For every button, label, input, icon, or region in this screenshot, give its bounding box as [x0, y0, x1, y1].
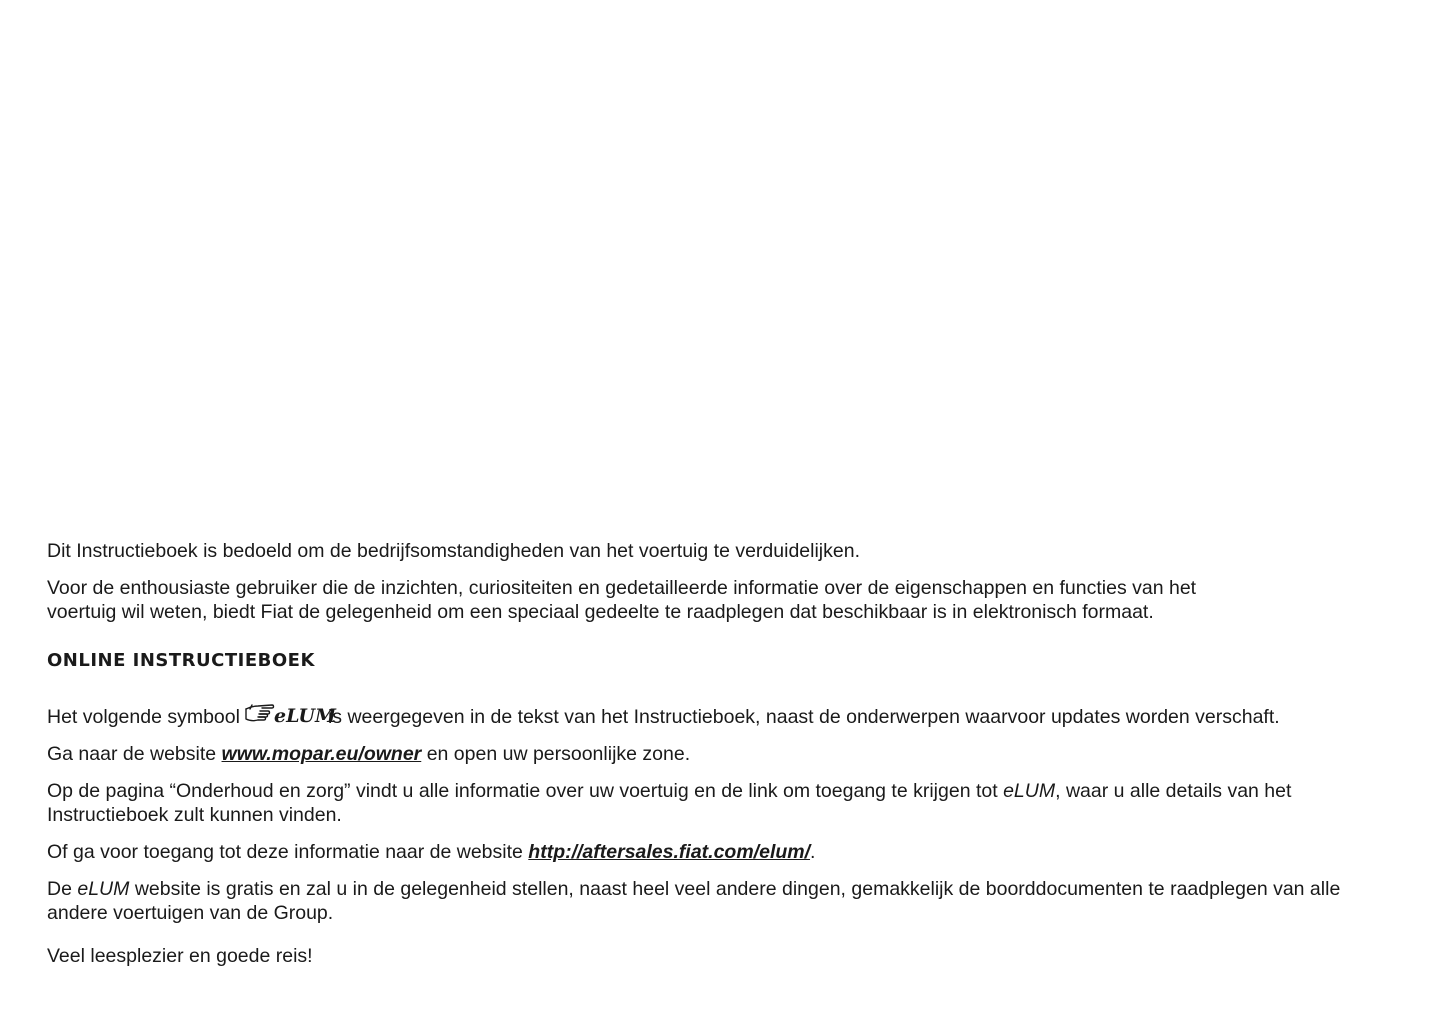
aftersales-text-before: Of ga voor toegang tot deze informatie naar de website: [47, 841, 523, 863]
website-text-before: Ga naar de website: [47, 743, 217, 765]
elum-term: eLUM: [77, 878, 130, 900]
symbol-text-after: is weergegeven in de tekst van het Instructieboek, naast de onderwerpen waarvoor updates worden verschaft.: [327, 706, 1280, 728]
elum-term: eLUM: [1003, 780, 1056, 802]
website-text-after: en open uw persoonlijke zone.: [426, 743, 691, 765]
maintenance-text-after-line-1: , waar u alle details van het: [1055, 780, 1292, 802]
enthusiast-text-line-2: voertuig wil weten, biedt Fiat de gelegenheid om een speciaal gedeelte te raadplegen dat beschikbaar is in elektronisch formaat.: [47, 601, 1154, 623]
aftersales-text-after: .: [810, 841, 816, 863]
elum-website-text-after-line-1: website is gratis en zal u in de gelegenheid stellen, naast heel veel andere dingen, gemakkelijk de boorddocumenten te raadplegen van alle: [134, 878, 1341, 900]
elum-website-paragraph: [47, 877, 1387, 925]
symbol-paragraph: [47, 699, 1387, 729]
aftersales-elum-link[interactable]: http://aftersales.fiat.com/elum/: [528, 841, 811, 863]
intro-text: Dit Instructieboek is bedoeld om de bedrijfsomstandigheden van het voertuig te verduidelijken.: [47, 540, 860, 562]
closing-greeting: Veel leesplezier en goede reis!: [47, 945, 313, 967]
elum-website-text-after-line-2: andere voertuigen van de Group.: [47, 902, 334, 924]
pointing-hand-elum-icon: [244, 699, 336, 727]
elum-website-text-before: De: [47, 878, 72, 900]
symbol-text-before: Het volgende symbool: [47, 706, 240, 728]
enthusiast-paragraph: [47, 576, 1387, 624]
svg-text:eLUM: eLUM: [273, 705, 336, 727]
enthusiast-text-line-1: Voor de enthousiaste gebruiker die de inzichten, curiositeiten en gedetailleerde informatie over de eigenschappen en functies van het: [47, 577, 1197, 599]
maintenance-text-before: Op de pagina “Onderhoud en zorg” vindt u alle informatie over uw voertuig en de link om toegang te krijgen tot: [47, 780, 998, 802]
section-heading: ONLINE INSTRUCTIEBOEK: [47, 650, 315, 671]
manual-page-body: [47, 539, 1387, 981]
website-paragraph: [47, 742, 1387, 766]
mopar-owner-link[interactable]: www.mopar.eu/owner: [221, 743, 422, 765]
maintenance-text-after-line-2: Instructieboek zult kunnen vinden.: [47, 804, 342, 826]
aftersales-paragraph: [47, 840, 1387, 864]
intro-paragraph: [47, 539, 1387, 563]
maintenance-paragraph: [47, 779, 1387, 827]
